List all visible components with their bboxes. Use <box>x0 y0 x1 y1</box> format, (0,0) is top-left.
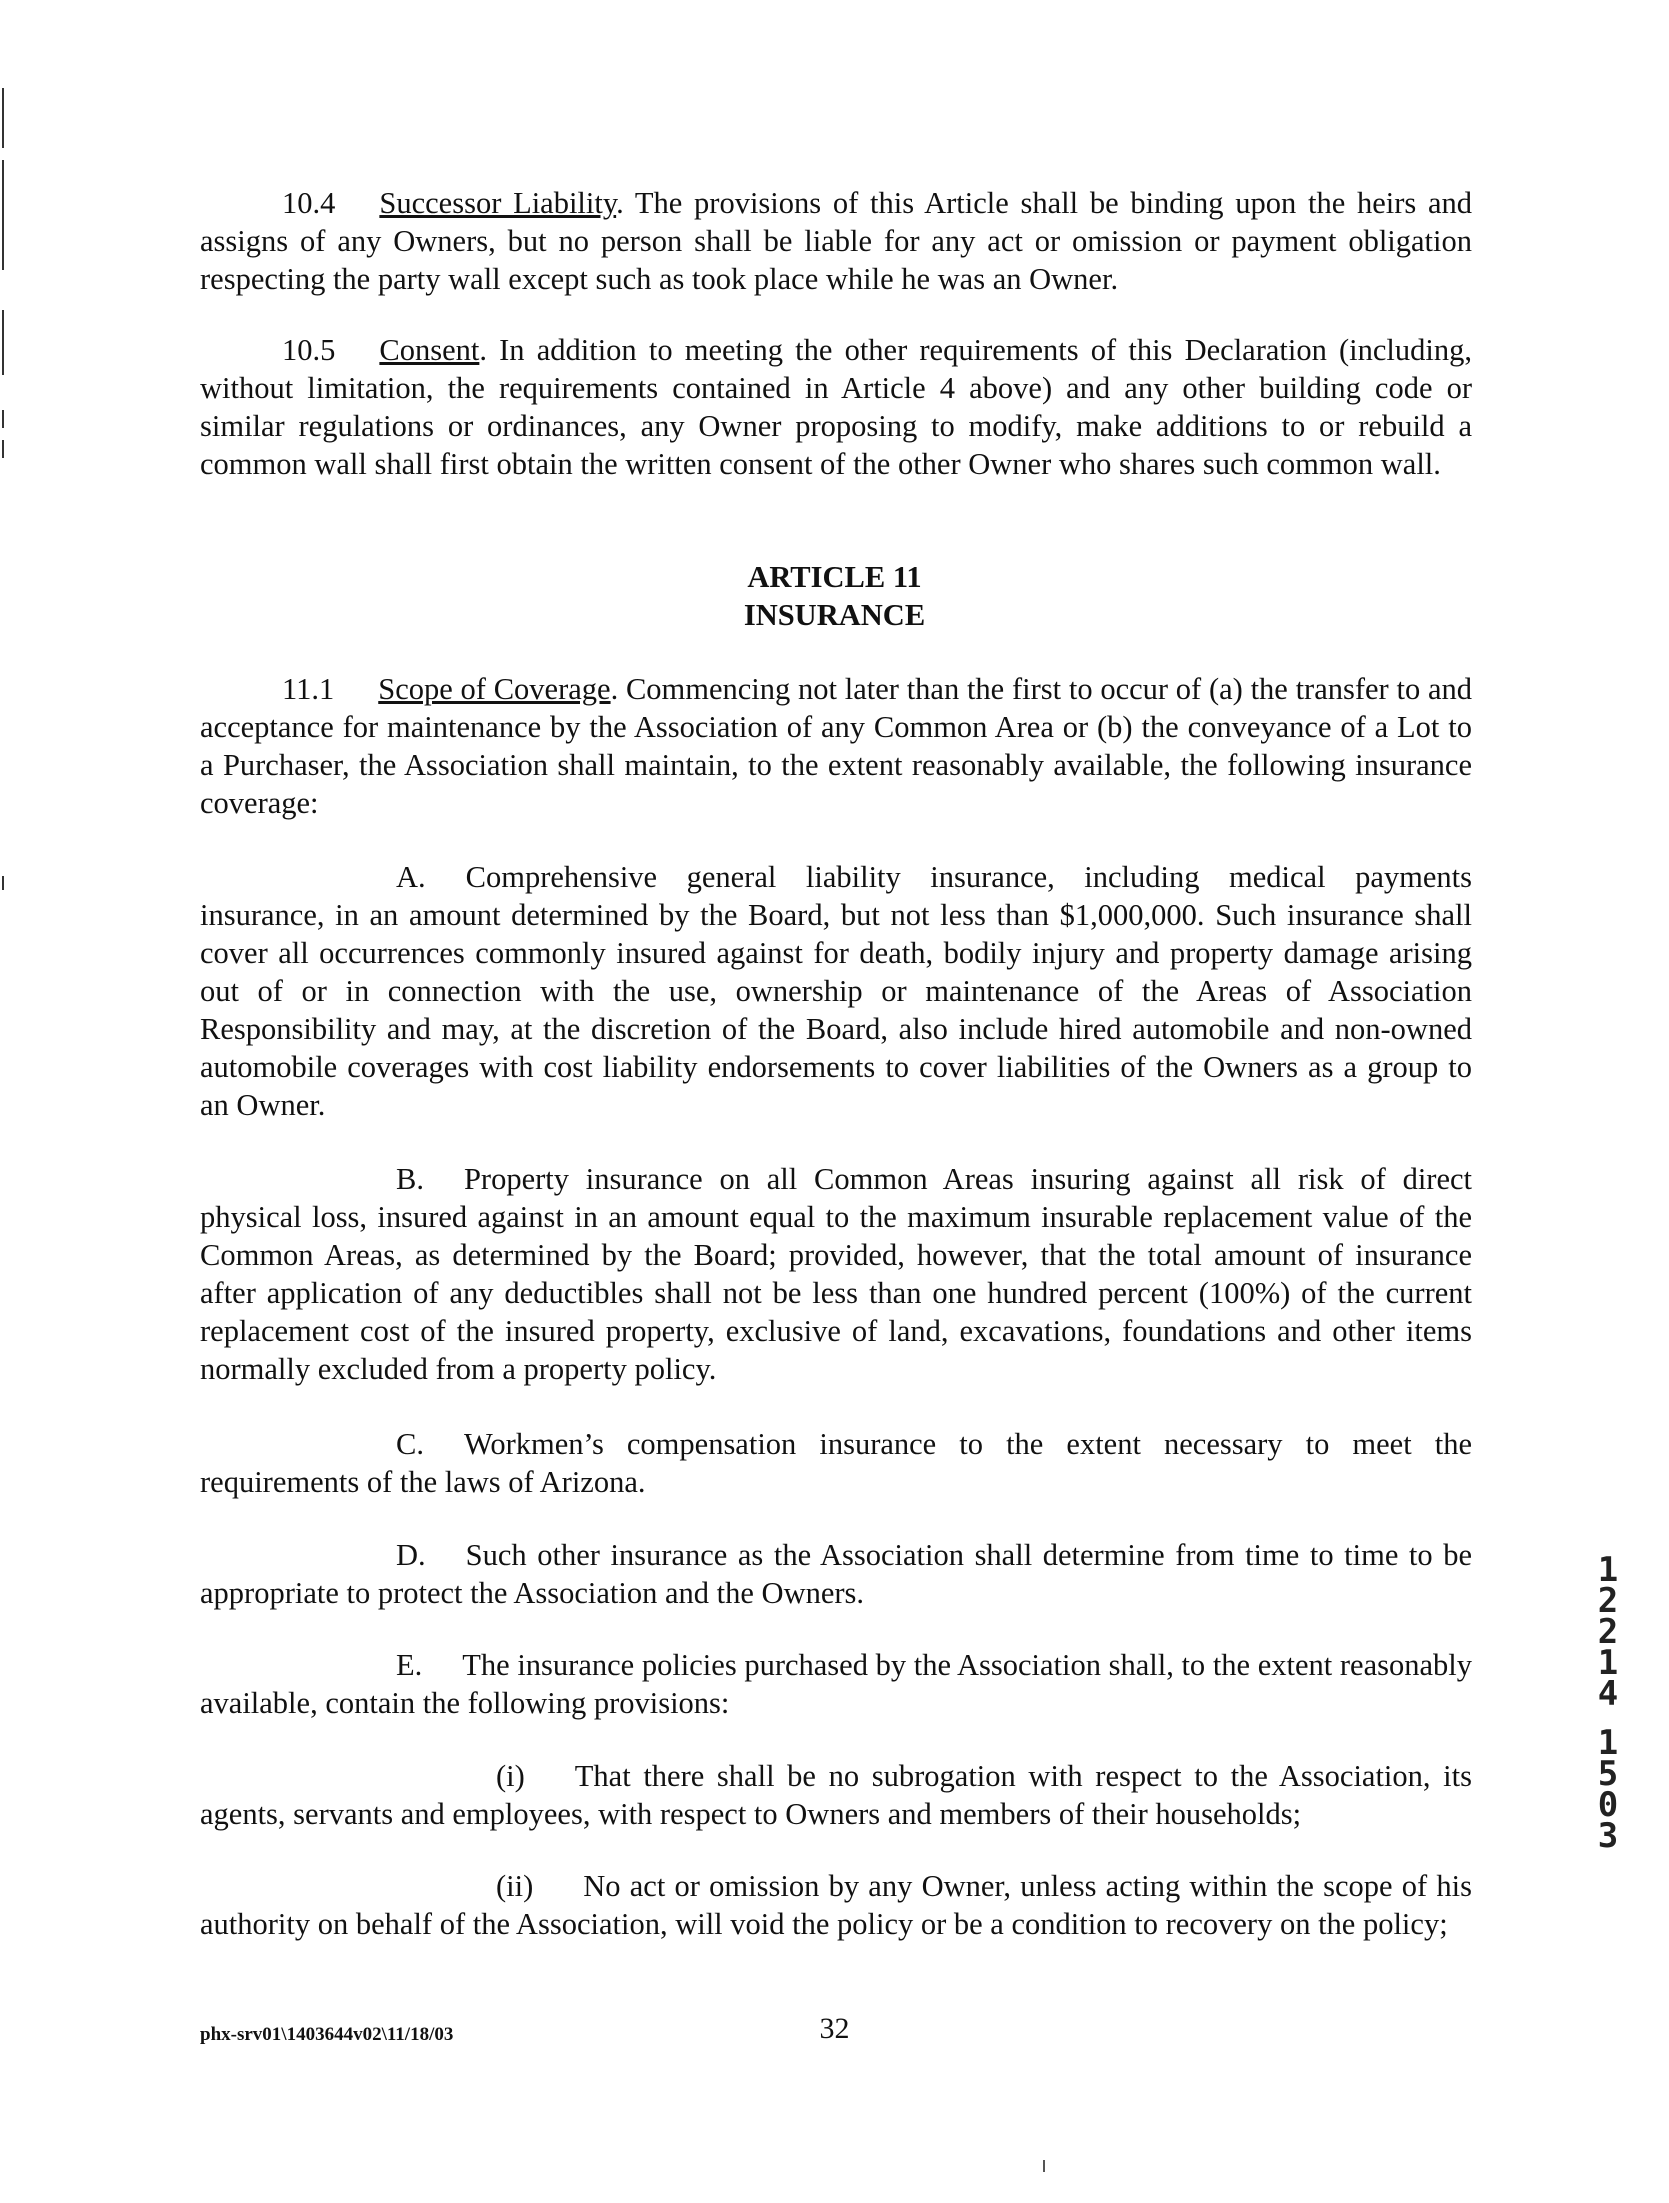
item-label: A. <box>396 860 426 894</box>
item-label: (ii) <box>496 1869 534 1903</box>
item-label: D. <box>396 1538 426 1572</box>
subparagraph-c <box>200 1425 1472 1501</box>
paragraph-11-1 <box>200 670 1472 822</box>
paragraph-10-4 <box>200 184 1472 298</box>
item-label: E. <box>396 1648 423 1682</box>
page-number: 32 <box>819 2012 850 2045</box>
subitem-ii <box>200 1867 1472 1943</box>
item-text: Property insurance on all Common Areas insuring against all risk of direct physical loss, insured against in an amount equal to the maximum insurable replacement value of the Common Areas, as determined by the Board; provided, however, that the total amount of insurance after application of any deductibles shall not be less than one hundred percent (100%) of the current replacement cost of the insured property, exclusive of land, excavations, foundations and other items normally excluded from a property policy. <box>200 1162 1472 1386</box>
scan-edge-mark <box>2 410 4 428</box>
recording-number-stamp <box>1588 1550 1628 1856</box>
section-title: Successor Liability <box>379 186 617 220</box>
item-text: Comprehensive general liability insurance, including medical payments insurance, in an amount determined by the Board, but not less than $1,000,000. Such insurance shall cover all occurrences commonly insured against for death, bodily injury and property damage arising out of or in connection with the use, ownership or maintenance of the Areas of Association Responsibility and may, at the discretion of the Board, also include hired automobile and non-owned automobile coverages with cost liability endorsements to cover liabilities of the Owners as a group to an Owner. <box>200 860 1472 1122</box>
scan-edge-mark <box>2 310 4 375</box>
stamp-digit: 2 <box>1597 1612 1619 1652</box>
document-code: phx-srv01\1403644v02\11/18/03 <box>200 2024 454 2045</box>
item-text: The insurance policies purchased by the Association shall, to the extent reasonably available, contain the following provisions: <box>200 1648 1472 1720</box>
stamp-digit: 1 <box>1597 1550 1619 1590</box>
item-text: That there shall be no subrogation with respect to the Association, its agents, servants and employees, with respect to Owners and members of their households; <box>200 1759 1472 1831</box>
scan-edge-mark <box>2 160 4 270</box>
scan-speck <box>1043 2160 1045 2172</box>
item-label: (i) <box>496 1759 525 1793</box>
section-title: Consent <box>379 333 480 367</box>
item-label: C. <box>396 1427 424 1461</box>
stamp-digit: 3 <box>1597 1816 1619 1856</box>
item-text: Such other insurance as the Association shall determine from time to time to be appropriate to protect the Association and the Owners. <box>200 1538 1472 1610</box>
article-title-heading: INSURANCE <box>743 598 926 632</box>
subparagraph-e <box>200 1646 1472 1722</box>
scan-edge-mark <box>2 440 4 458</box>
subparagraph-d <box>200 1536 1472 1612</box>
item-text: Workmen’s compensation insurance to the extent necessary to meet the requirements of the laws of Arizona. <box>200 1427 1472 1499</box>
section-text: . In addition to meeting the other requirements of this Declaration (including, without limitation, the requirements contained in Article 4 above) and any other building code or similar regulations or ordinances, any Owner proposing to modify, make additions to or rebuild a common wall shall first obtain the written consent of the other Owner who shares such common wall. <box>200 333 1472 481</box>
scan-edge-mark <box>2 876 4 890</box>
stamp-digit: 0 <box>1597 1785 1619 1825</box>
stamp-digit: 1 <box>1597 1643 1619 1683</box>
section-number: 10.5 <box>282 333 336 367</box>
section-number: 11.1 <box>282 672 335 706</box>
subitem-i <box>200 1757 1472 1833</box>
stamp-digit: 1 <box>1597 1723 1619 1763</box>
item-text: No act or omission by any Owner, unless acting within the scope of his authority on behalf of the Association, will void the policy or be a condition to recovery on the policy; <box>200 1869 1472 1941</box>
section-number: 10.4 <box>282 186 336 220</box>
subparagraph-b <box>200 1160 1472 1388</box>
subparagraph-a <box>200 858 1472 1124</box>
article-number-heading: ARTICLE 11 <box>747 560 922 594</box>
section-title: Scope of Coverage <box>378 672 611 706</box>
section-text: . Commencing not later than the first to occur of (a) the transfer to and acceptance for maintenance by the Association of any Common Area or (b) the conveyance of a Lot to a Purchaser, the Association shall maintain, to the extent reasonably available, the following insurance coverage: <box>200 672 1472 820</box>
stamp-digit: 4 <box>1597 1674 1619 1714</box>
section-text: . The provisions of this Article shall be binding upon the heirs and assigns of any Owners, but no person shall be liable for any act or omission or payment obligation respecting the party wall except such as took place while he was an Owner. <box>200 186 1472 296</box>
paragraph-10-5 <box>200 331 1472 483</box>
scan-edge-mark <box>2 88 4 148</box>
item-label: B. <box>396 1162 424 1196</box>
stamp-digit: 5 <box>1597 1754 1619 1794</box>
stamp-digit: 2 <box>1597 1581 1619 1621</box>
